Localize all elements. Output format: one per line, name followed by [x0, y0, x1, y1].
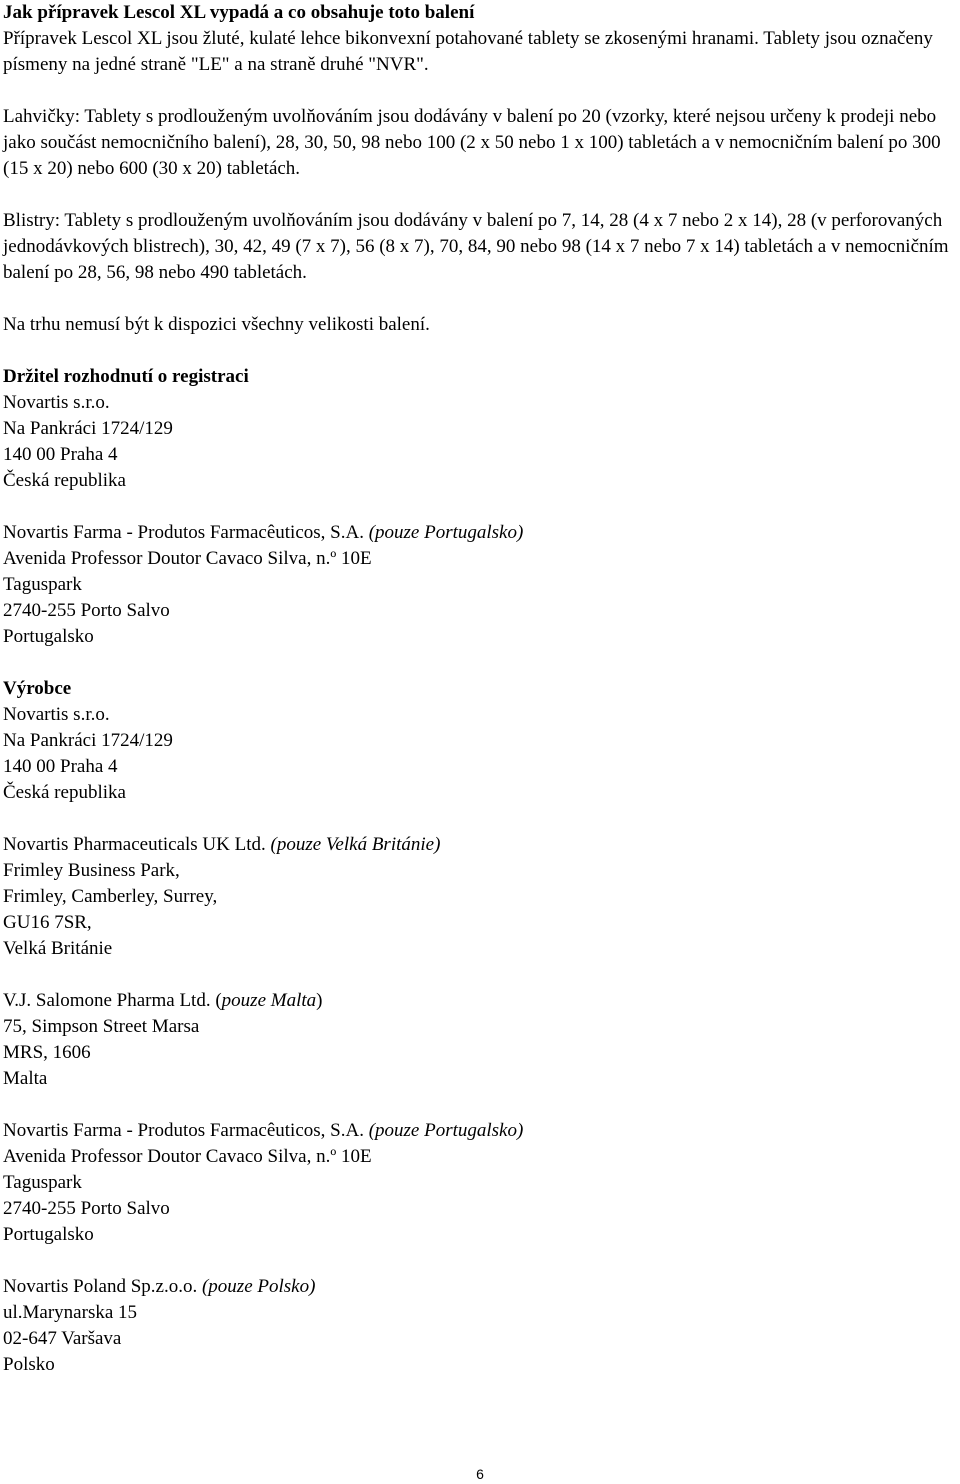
holder-name [3, 520, 953, 546]
company-name: Novartis Farma - Produtos Farmacêuticos, S.A. [3, 522, 364, 543]
company-qualifier: (pouze Polsko) [201, 1276, 316, 1297]
holder-address-line: Česká republika [3, 470, 126, 491]
manufacturer-name [3, 1118, 953, 1144]
manufacturer-address-line: GU16 7SR, [3, 912, 92, 933]
company-name: Novartis Pharmaceuticals UK Ltd. [3, 834, 266, 855]
bottle-packs-paragraph: Lahvičky: Tablety s prodlouženým uvolňováním jsou dodávány v balení po 20 (vzorky, které nejsou určeny k prodeji nebo jako součást nemocničního balení), 28, 30, 50, 98 nebo 100 (2 x 50 nebo 1 x 100) tabletách a v nemocničním balení po 300 (15 x 20) nebo 600 (30 x 20) tabletách. [3, 106, 941, 179]
manufacturer-address-line: Polsko [3, 1354, 55, 1375]
manufacturer-name: Novartis s.r.o. [3, 704, 110, 725]
holder-address-line: Taguspark [3, 574, 82, 595]
qualifier-close-paren: ) [316, 990, 323, 1011]
manufacturer-address-line: Portugalsko [3, 1224, 94, 1245]
holder-heading: Držitel rozhodnutí o registraci [3, 366, 249, 387]
manufacturer-address-line: Taguspark [3, 1172, 82, 1193]
company-name: Novartis Poland Sp.z.o.o. [3, 1276, 198, 1297]
manufacturer-address-line: Avenida Professor Doutor Cavaco Silva, n.º 10E [3, 1146, 372, 1167]
company-name: Novartis Farma - Produtos Farmacêuticos, S.A. [3, 1120, 364, 1141]
manufacturer-address-line: 75, Simpson Street Marsa [3, 1016, 200, 1037]
blister-packs-paragraph: Blistry: Tablety s prodlouženým uvolňováním jsou dodávány v balení po 7, 14, 28 (4 x 7 nebo 2 x 14), 28 (v perforovaných jednodávkových blistrech), 30, 42, 49 (7 x 7), 56 (8 x 7), 70, 84, 90 nebo 98 (14 x 7 nebo 7 x 14) tabletách a v nemocničním balení po 28, 56, 98 nebo 490 tabletách. [3, 210, 949, 283]
pack-availability-note: Na trhu nemusí být k dispozici všechny velikosti balení. [3, 314, 430, 335]
manufacturer-address-line: Na Pankráci 1724/129 [3, 730, 173, 751]
appearance-heading: Jak přípravek Lescol XL vypadá a co obsahuje toto balení [3, 2, 475, 23]
leaflet-page [3, 0, 953, 1378]
manufacturer-address-line: Frimley Business Park, [3, 860, 180, 881]
company-qualifier: (pouze Portugalsko) [368, 522, 524, 543]
manufacturer-address-line: Malta [3, 1068, 48, 1089]
manufacturer-address-line: 140 00 Praha 4 [3, 756, 118, 777]
holder-address-line: Portugalsko [3, 626, 94, 647]
holder-address-line: Avenida Professor Doutor Cavaco Silva, n.º 10E [3, 548, 372, 569]
manufacturer-address-line: Česká republika [3, 782, 126, 803]
manufacturer-address-line: 2740-255 Porto Salvo [3, 1198, 170, 1219]
holder-name: Novartis s.r.o. [3, 392, 110, 413]
holder-address-line: Na Pankráci 1724/129 [3, 418, 173, 439]
manufacturer-address-line: ul.Marynarska 15 [3, 1302, 138, 1323]
manufacturer-name [3, 832, 953, 858]
company-qualifier: (pouze Velká Británie) [270, 834, 441, 855]
manufacturer-heading: Výrobce [3, 678, 72, 699]
manufacturer-address-line: Frimley, Camberley, Surrey, [3, 886, 218, 907]
manufacturer-address-line: Velká Británie [3, 938, 113, 959]
manufacturer-name [3, 1274, 953, 1300]
company-qualifier: pouze Malta [221, 990, 317, 1011]
holder-address-line: 2740-255 Porto Salvo [3, 600, 170, 621]
manufacturer-address-line: MRS, 1606 [3, 1042, 91, 1063]
appearance-description: Přípravek Lescol XL jsou žluté, kulaté lehce bikonvexní potahované tablety se zkosenými hranami. Tablety jsou označeny písmeny na jedné straně "LE" a na straně druhé "NVR". [3, 28, 933, 75]
company-qualifier: (pouze Portugalsko) [368, 1120, 524, 1141]
company-name: V.J. Salomone Pharma Ltd. [3, 990, 211, 1011]
page-number: 6 [476, 1466, 484, 1482]
holder-address-line: 140 00 Praha 4 [3, 444, 118, 465]
qualifier-open-paren: ( [215, 990, 222, 1011]
manufacturer-name [3, 988, 953, 1014]
manufacturer-address-line: 02-647 Varšava [3, 1328, 122, 1349]
